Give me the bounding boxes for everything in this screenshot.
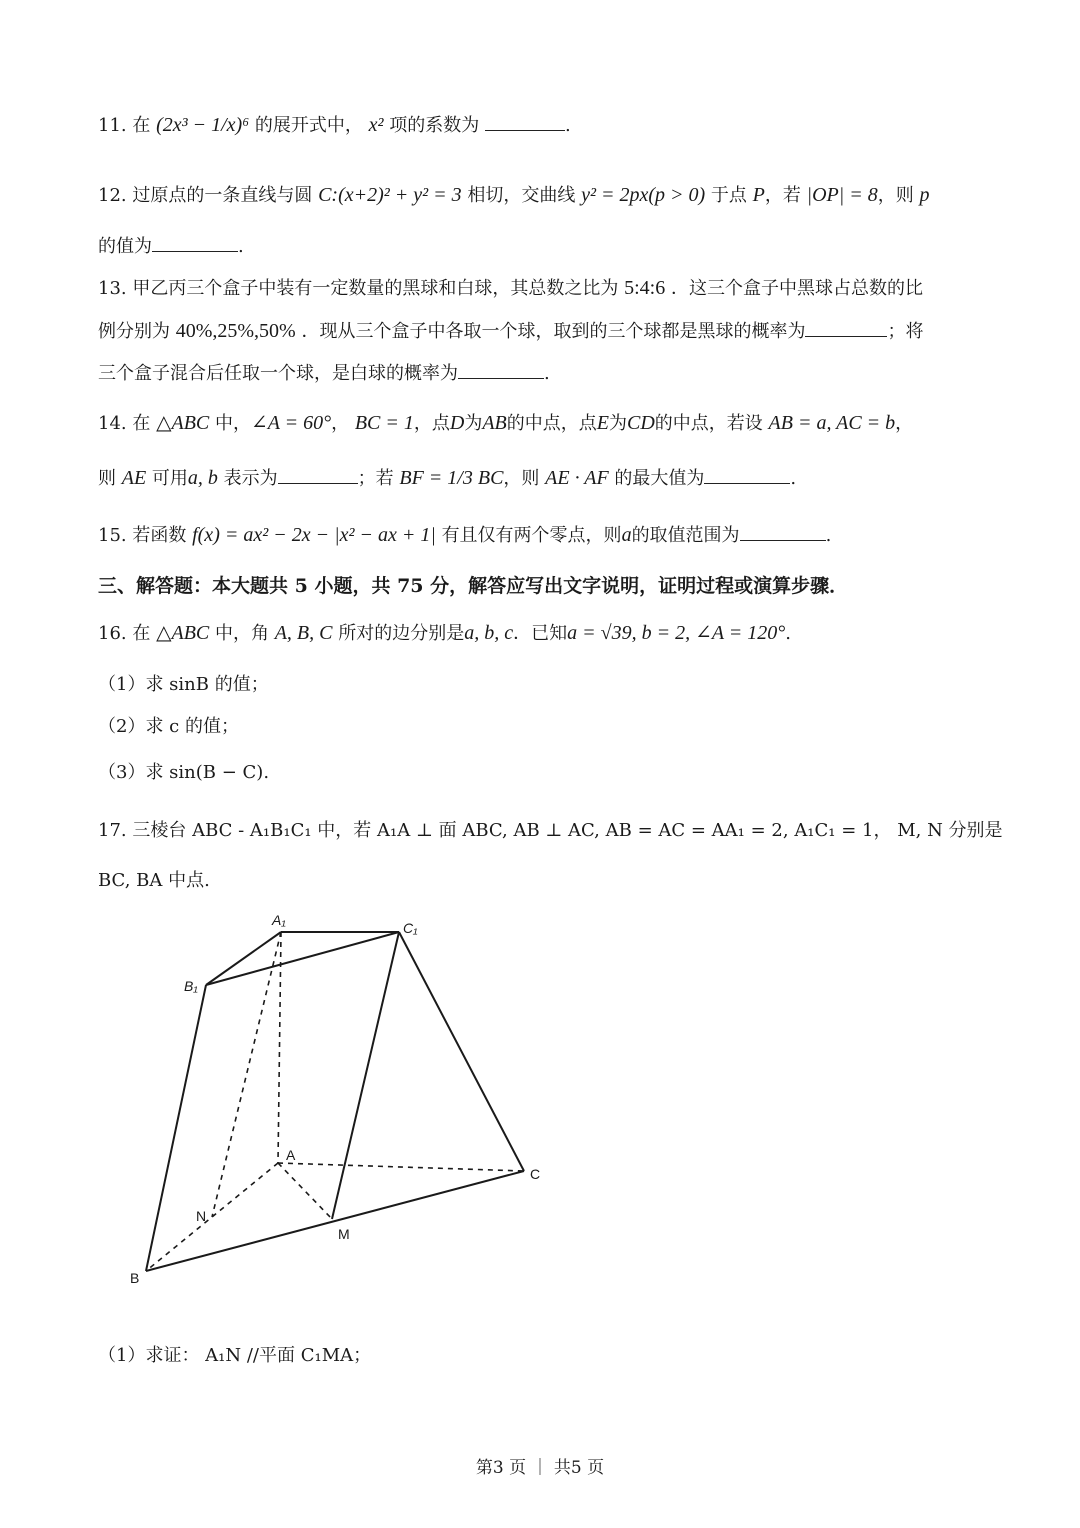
q11-text-3: 项的系数为 [389, 115, 480, 136]
q13-answer-blank-2[interactable] [458, 360, 544, 379]
q14-text-14: ，则 [503, 468, 540, 489]
q12-op: |OP| = 8 [806, 184, 878, 206]
q14-vectors: AB = a, AC = b [768, 412, 896, 434]
q16-text: 16. 在 [98, 623, 151, 644]
q15-function: f(x) = ax² − 2x − |x² − ax + 1| [192, 524, 436, 546]
q11-text: 11. 在 [98, 115, 151, 136]
q14-text-11: 可用 [151, 468, 188, 489]
edge-am [278, 1163, 332, 1219]
q12-period: . [238, 236, 244, 257]
q15-text-2: 有且仅有两个零点，则 [441, 525, 622, 546]
label-b: B [130, 1270, 140, 1286]
q14-text-13: ；若 [357, 468, 394, 489]
q14-text-8: 的中点，若设 [654, 413, 763, 434]
label-a: A [286, 1147, 296, 1163]
edge-b1b [146, 985, 206, 1271]
q14-vector-ae: AE [121, 467, 147, 489]
edge-a1a [278, 932, 281, 1163]
page-footer: 第3 页 ｜ 共5 页 [475, 1458, 605, 1478]
edge-a1b1 [206, 932, 281, 985]
q14-text-10: 则 [98, 468, 116, 489]
edge-c1c [399, 932, 524, 1171]
q16-given: a = √39, b = 2, ∠A = 120° [567, 622, 786, 644]
q16-part-1: （1）求 sinB 的值； [98, 674, 269, 695]
q13-text: 13. 甲乙丙三个盒子中装有一定数量的黑球和白球，其总数之比为 [98, 278, 619, 299]
q12-answer-blank[interactable] [152, 233, 238, 252]
q11-answer-blank[interactable] [485, 112, 565, 131]
frustum-diagram [120, 905, 560, 1295]
q14-vectors-ab: a, b [187, 467, 218, 489]
edge-ac [278, 1163, 524, 1171]
q14-text-9: ， [895, 413, 914, 434]
q11-period: . [564, 115, 571, 136]
q14-text-7: 为 [609, 413, 627, 434]
q14-text-4: ，点 [413, 413, 450, 434]
q12-curve: y² = 2px(p > 0) [581, 184, 706, 206]
q16-text-3: 所对的边分别是 [338, 623, 465, 644]
q13-answer-blank-1[interactable] [805, 318, 887, 337]
question-15 [98, 522, 831, 549]
q16-triangle: △ABC [156, 622, 210, 644]
q14-bc: BC = 1 [354, 412, 414, 434]
label-n: N [196, 1208, 207, 1224]
q13-text-3: 例分别为 [98, 321, 170, 342]
q16-part-3: （3）求 sin(B − C). [98, 762, 270, 783]
label-c1: C₁ [403, 920, 418, 936]
q14-text-2: 中， [214, 413, 251, 434]
q14-dot-product: AE · AF [545, 467, 609, 489]
question-13-line-1 [98, 275, 923, 302]
q14-point-d: D [449, 412, 465, 434]
q13-percentages: 40%,25%,50% [175, 320, 296, 342]
q15-var-a: a [621, 524, 632, 546]
q14-text-5: 为 [464, 413, 483, 434]
section-heading: 三、解答题：本大题共 5 小题，共 75 分，解答应写出文字说明，证明过程或演算步骤． [98, 575, 849, 597]
label-b1: B₁ [184, 978, 198, 994]
q14-bf: BF = 1/3 BC [399, 467, 504, 489]
q12-text: 12. 过原点的一条直线与圆 [98, 185, 313, 206]
label-m: M [338, 1226, 350, 1242]
q11-text-2: 的展开式中， [254, 115, 363, 136]
q15-period: . [825, 525, 832, 546]
q17-part-1: （1）求证： A₁N //平面 C₁MA； [98, 1345, 372, 1366]
q14-cd: CD [627, 412, 655, 434]
question-16 [98, 620, 791, 647]
question-13-line-2 [98, 318, 923, 345]
q12-text-5: ，则 [877, 185, 914, 206]
q12-point-p: P [752, 184, 765, 206]
q13-period: . [544, 363, 550, 384]
question-11 [98, 112, 571, 139]
q14-period: . [790, 468, 797, 489]
q14-answer-blank-1[interactable] [278, 465, 358, 484]
q14-angle: ∠A = 60° [250, 412, 332, 434]
q13-text-2: ．这三个盒子中黑球占总数的比 [670, 278, 923, 299]
question-17-line-1: 17. 三棱台 ABC - A₁B₁C₁ 中，若 A₁A ⊥ 面 ABC, AB ⊥ AC, AB = AC = AA₁ = 2, A₁C₁ = 1， M, N 分别是 [98, 820, 1003, 841]
q14-text-6: 的中点，点 [506, 413, 597, 434]
question-14-line-2 [98, 465, 796, 492]
question-13-line-3 [98, 360, 550, 387]
q12-circle: C:(x+2)² + y² = 3 [318, 184, 462, 206]
q12-var-p: p [919, 184, 930, 206]
q15-text: 15. 若函数 [98, 525, 187, 546]
q14-answer-blank-2[interactable] [704, 465, 790, 484]
q14-point-e: E [596, 412, 609, 434]
q14-triangle: △ABC [156, 412, 210, 434]
q16-text-2: 中，角 [214, 623, 269, 644]
q13-ratio: 5:4:6 [624, 277, 666, 299]
q12-text-4: ，若 [764, 185, 801, 206]
q12-text-2: 相切，交曲线 [467, 185, 576, 206]
question-12-line-1 [98, 182, 930, 209]
question-14-line-1 [98, 410, 913, 437]
q12-text-3: 于点 [710, 185, 747, 206]
q16-angles: A, B, C [274, 622, 333, 644]
q14-text-15: 的最大值为 [614, 468, 705, 489]
q16-part-2: （2）求 c 的值； [98, 716, 239, 737]
q13-text-4: ．现从三个盒子中各取一个球，取到的三个球都是黑球的概率为 [301, 321, 806, 342]
label-c: C [530, 1166, 541, 1182]
q11-term: x² [368, 114, 384, 136]
q14-text: 14. 在 [98, 413, 151, 434]
q15-text-3: 的取值范围为 [631, 525, 740, 546]
q13-text-6: 三个盒子混合后任取一个球，是白球的概率为 [98, 363, 458, 384]
edge-c1m [332, 932, 399, 1219]
q16-sides: a, b, c [464, 622, 514, 644]
q11-expression: (2x³ − 1/x)⁶ [156, 114, 250, 136]
question-12-line-2 [98, 233, 244, 260]
q13-text-5: ；将 [887, 321, 924, 342]
q14-text-3: ， [331, 413, 350, 434]
q14-ab: AB [482, 412, 507, 434]
q15-answer-blank[interactable] [740, 522, 826, 541]
q16-text-4: ．已知 [513, 623, 568, 644]
label-a1: A₁ [272, 912, 286, 928]
edge-b1c1 [206, 932, 399, 985]
question-17-line-2: BC, BA 中点. [98, 870, 210, 891]
q16-period: . [785, 623, 791, 644]
q12-text-6: 的值为 [98, 236, 152, 257]
q14-text-12: 表示为 [223, 468, 278, 489]
